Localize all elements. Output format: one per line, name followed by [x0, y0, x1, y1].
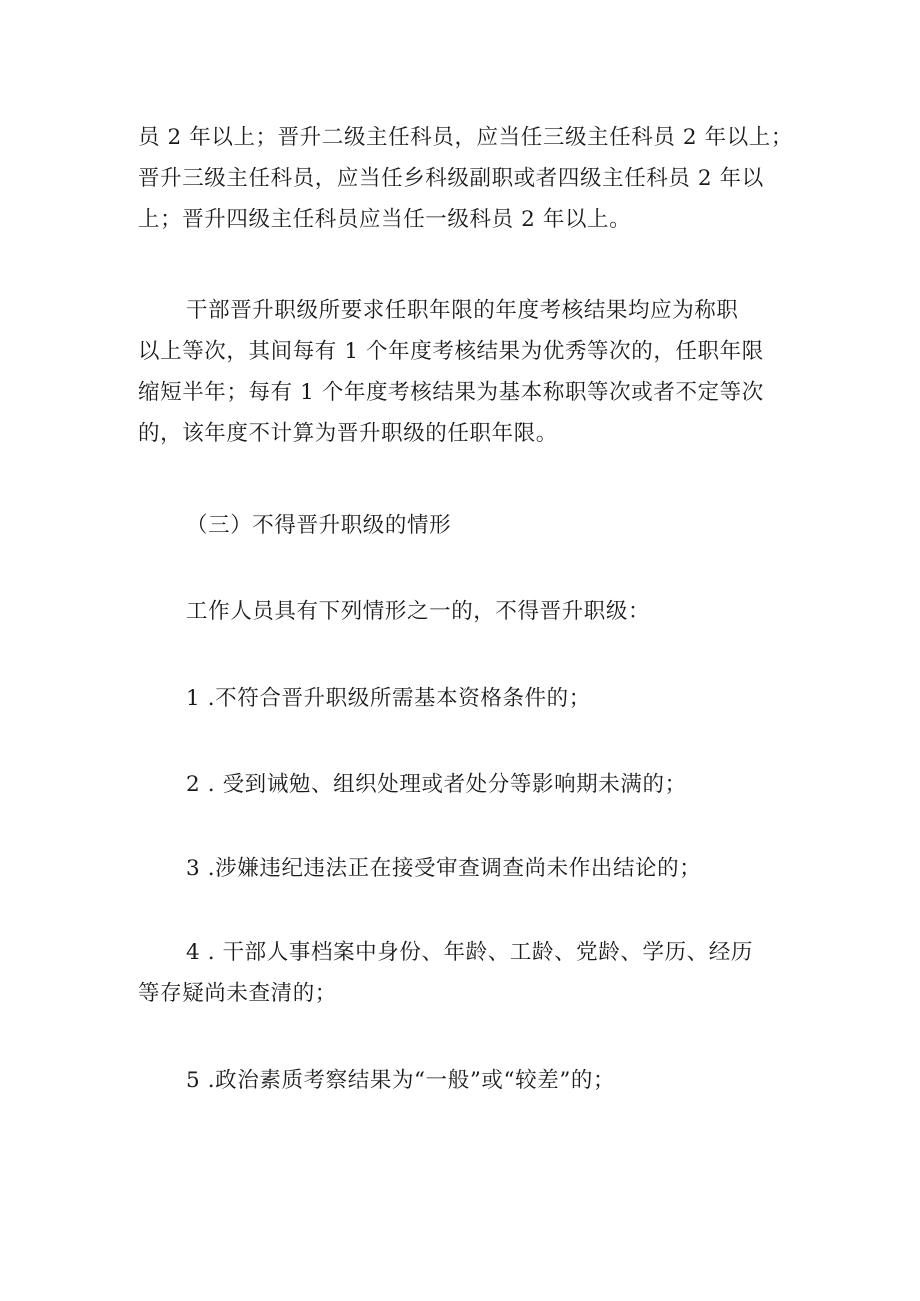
list-item: 2 . 受到诫勉、组织处理或者处分等影响期未满的；	[186, 772, 687, 797]
list-item: 4 . 干部人事档案中身份、年龄、工龄、党龄、学历、经历	[186, 940, 753, 965]
text-line: 晋升三级主任科员，应当任乡科级副职或者四级主任科员 2 年以	[138, 166, 764, 191]
text-line: 干部晋升职级所要求任职年限的年度考核结果均应为称职	[186, 298, 739, 323]
intro-sentence: 工作人员具有下列情形之一的，不得晋升职级：	[186, 599, 651, 624]
list-item-continuation: 等存疑尚未查清的；	[138, 981, 337, 1006]
list-item: 1 .不符合晋升职级所需基本资格条件的；	[186, 686, 591, 711]
paragraph-tenure-requirements	[138, 117, 798, 240]
text-line: 缩短半年；每有 1 个年度考核结果为基本称职等次或者不定等次	[138, 380, 764, 405]
text-line: 员 2 年以上；晋升二级主任科员，应当任三级主任科员 2 年以上；	[138, 125, 793, 150]
section-heading: （三）不得晋升职级的情形	[186, 513, 452, 538]
text-line: 以上等次，其间每有 1 个年度考核结果为优秀等次的，任职年限	[138, 339, 764, 364]
list-item: 3 .涉嫌违纪违法正在接受审查调查尚未作出结论的；	[186, 856, 702, 881]
text-line: 上；晋升四级主任科员应当任一级科员 2 年以上。	[138, 207, 632, 232]
text-line: 的，该年度不计算为晋升职级的任职年限。	[138, 421, 558, 446]
list-item: 5 .政治素质考察结果为“一般”或“较差”的；	[186, 1068, 616, 1093]
paragraph-annual-assessment	[138, 290, 798, 454]
